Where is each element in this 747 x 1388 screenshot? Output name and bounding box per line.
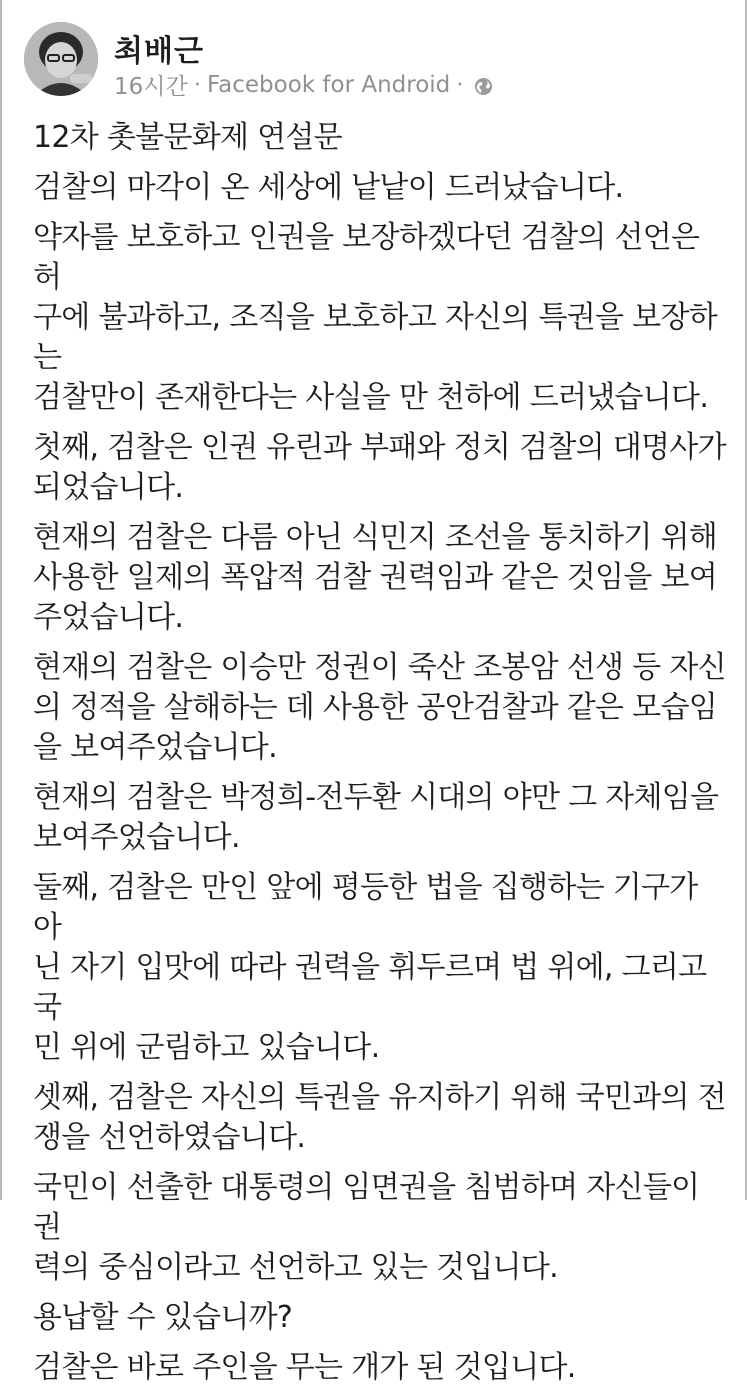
post-paragraph: 검찰의 마각이 온 세상에 낱낱이 드러났습니다.: [33, 170, 624, 205]
globe-icon: [474, 76, 493, 95]
post-paragraph: 검찰은 바로 주인을 무는 개가 된 것입니다.: [33, 1350, 576, 1385]
post-header: [24, 22, 724, 102]
post-paragraph: 둘째, 검찰은 만인 앞에 평등한 법을 집행하는 기구가 아 닌 자기 입맛에 따라 권력을 휘두르며 법 위에, 그리고 국 민 위에 군림하고 있습니다.: [33, 870, 707, 1065]
post-paragraph: 셋째, 검찰은 자신의 특권을 유지하기 위해 국민과의 전 쟁을 선언하였습니다.: [33, 1080, 726, 1155]
meta-separator: ·: [193, 71, 202, 98]
post-meta: [114, 68, 493, 101]
post-paragraph: 첫째, 검찰은 인권 유린과 부패와 정치 검찰의 대명사가 되었습니다.: [33, 430, 726, 505]
meta-separator: ·: [456, 71, 464, 98]
post-paragraph: 약자를 보호하고 인권을 보장하겠다던 검찰의 선언은 허 구에 불과하고, 조직을 보호하고 자신의 특권을 보장하는 검찰만이 존재한다는 사실을 만 천하에 드러냈습니다.: [33, 220, 718, 415]
post-body: [33, 118, 733, 1388]
post-paragraph: 현재의 검찰은 이승만 정권이 죽산 조봉암 선생 등 자신 의 정적을 살해하는 데 사용한 공안검찰과 같은 모습임 을 보여주었습니다.: [33, 650, 726, 765]
author-name[interactable]: 최배근: [114, 34, 204, 69]
post-paragraph: 12차 촛불문화제 연설문: [33, 120, 342, 155]
avatar-photo: [24, 22, 98, 96]
post-paragraph: 용납할 수 있습니까?: [33, 1300, 293, 1335]
post-time[interactable]: 16시간: [114, 74, 188, 100]
post-paragraph: 국민이 선출한 대통령의 임면권을 침범하며 자신들이 권 력의 중심이라고 선언하고 있는 것입니다.: [33, 1170, 700, 1285]
post-paragraph: 현재의 검찰은 다름 아닌 식민지 조선을 통치하기 위해 사용한 일제의 폭압적 검찰 권력임과 같은 것임을 보여 주었습니다.: [33, 520, 718, 635]
post-source: Facebook for Android: [207, 71, 451, 98]
post-paragraph: 현재의 검찰은 박정희-전두환 시대의 야만 그 자체임을 보여주었습니다.: [33, 780, 719, 855]
author-avatar[interactable]: [24, 22, 98, 96]
